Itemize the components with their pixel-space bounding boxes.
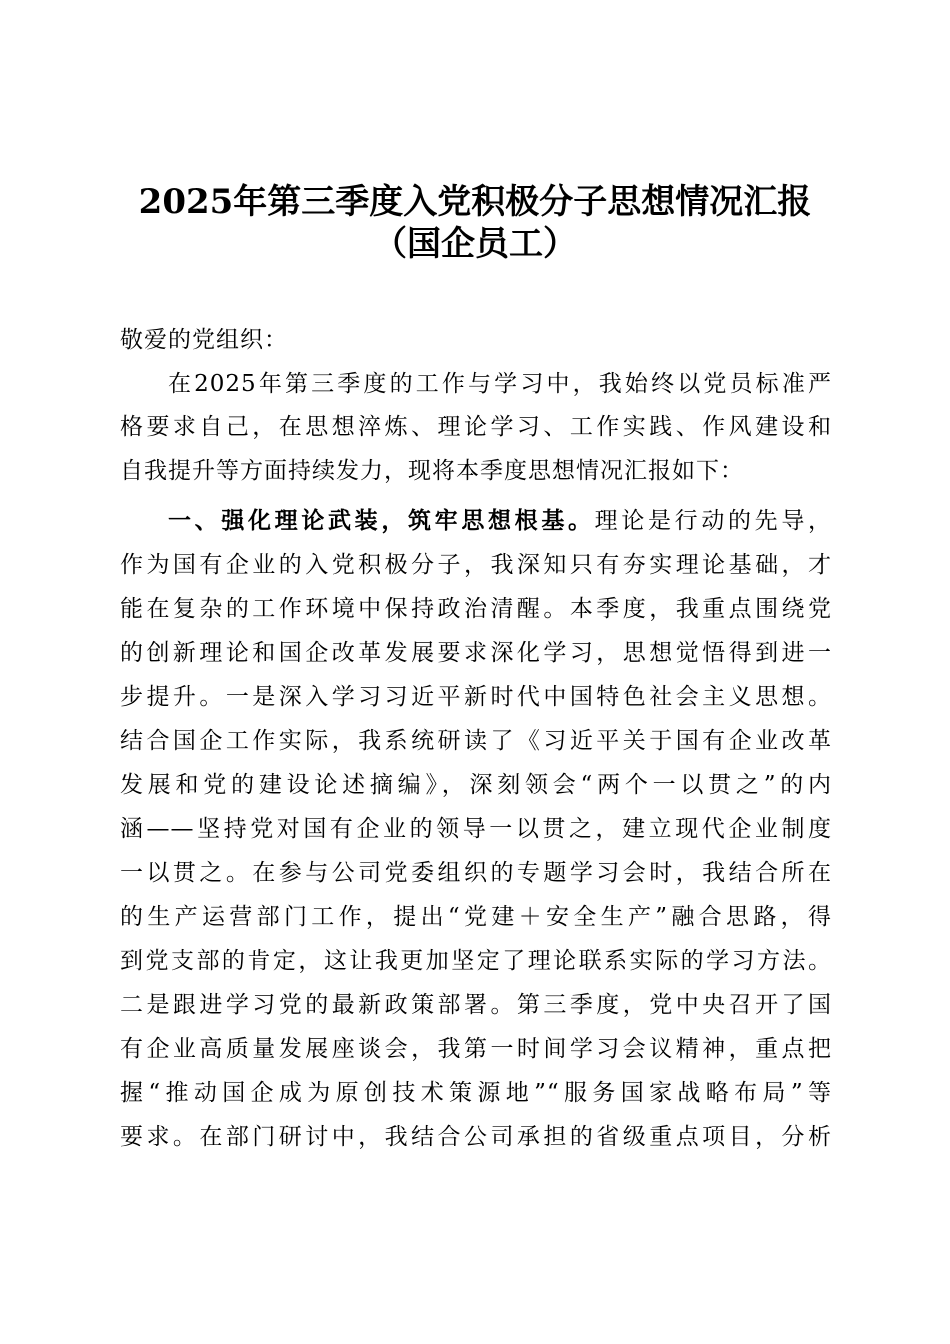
paragraph-line: 作为国有企业的入党积极分子，我深知只有夯实理论基础，才 — [120, 552, 832, 578]
paragraph-line: 有企业高质量发展座谈会，我第一时间学习会议精神，重点把 — [120, 1036, 832, 1062]
paragraph-line: 二是跟进学习党的最新政策部署。第三季度，党中央召开了国 — [120, 992, 832, 1018]
section1-first-line — [168, 505, 832, 537]
section1-heading: 一、强化理论武装，筑牢思想根基。 — [168, 508, 595, 534]
paragraph-line: 能在复杂的工作环境中保持政治清醒。本季度，我重点围绕党 — [120, 596, 832, 622]
document-subtitle: （国企员工） — [373, 224, 577, 264]
intro-line: 自我提升等方面持续发力，现将本季度思想情况汇报如下： — [120, 458, 744, 484]
paragraph-line: 涵——坚持党对国有企业的领导一以贯之，建立现代企业制度 — [120, 816, 832, 842]
intro-line: 在2025年第三季度的工作与学习中，我始终以党员标准严 — [168, 371, 832, 397]
paragraph-line: 步提升。一是深入学习习近平新时代中国特色社会主义思想。 — [120, 684, 832, 710]
paragraph-line: 的创新理论和国企改革发展要求深化学习，思想觉悟得到进一 — [120, 640, 832, 666]
paragraph-line: 结合国企工作实际，我系统研读了《习近平关于国有企业改革 — [120, 728, 832, 754]
salutation: 敬爱的党组织： — [120, 327, 288, 353]
section1-first-line-text: 理论是行动的先导， — [594, 508, 833, 534]
paragraph-line: 到党支部的肯定，这让我更加坚定了理论联系实际的学习方法。 — [120, 948, 832, 974]
document-title: 2025年第三季度入党积极分子思想情况汇报 — [138, 182, 812, 222]
paragraph-line: 要求。在部门研讨中，我结合公司承担的省级重点项目，分析 — [120, 1124, 832, 1150]
paragraph-line: 发展和党的建设论述摘编》，深刻领会“两个一以贯之”的内 — [120, 772, 832, 798]
intro-line: 格要求自己，在思想淬炼、理论学习、工作实践、作风建设和 — [120, 414, 832, 440]
paragraph-line: 一以贯之。在参与公司党委组织的专题学习会时，我结合所在 — [120, 860, 832, 886]
paragraph-line: 的生产运营部门工作，提出“党建＋安全生产”融合思路，得 — [120, 904, 832, 930]
paragraph-line: 握“推动国企成为原创技术策源地”“服务国家战略布局”等 — [120, 1080, 832, 1106]
